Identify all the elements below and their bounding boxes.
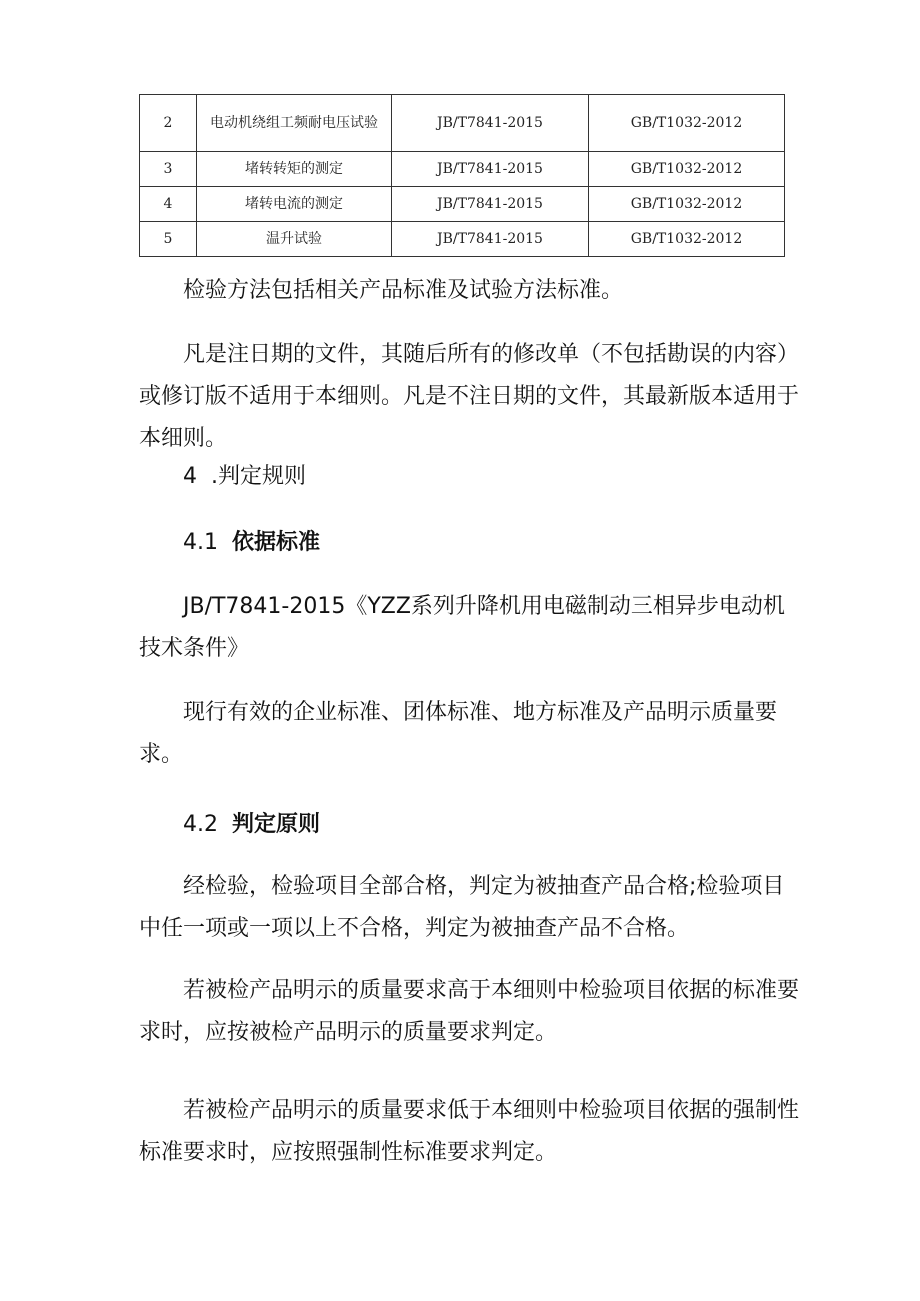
- table-row: [140, 152, 785, 187]
- section-title: .判定规则: [211, 464, 306, 489]
- paragraph-judgement-principle: 经检验，检验项目全部合格，判定为被抽查产品合格;检验项目中任一项或一项以上不合格，判定为被抽查产品不合格。: [139, 874, 785, 941]
- item-number: 4: [140, 187, 197, 222]
- item-name: 堵转电流的测定: [197, 187, 392, 222]
- section-title: 判定原则: [232, 812, 321, 837]
- section-number: 4.1: [183, 530, 218, 555]
- reference-standard: GB/T1032-2012: [589, 152, 785, 187]
- paragraph-dated-references: 凡是注日期的文件，其随后所有的修改单（不包括勘误的内容）或修订版不适用于本细则。凡是不注日期的文件，其最新版本适用于本细则。: [139, 342, 800, 451]
- item-number: 3: [140, 152, 197, 187]
- reference-standard: GB/T1032-2012: [589, 187, 785, 222]
- test-method: JB/T7841-2015: [392, 95, 589, 152]
- inspection-items-table: [139, 94, 785, 257]
- paragraph-lower-requirements: 若被检产品明示的质量要求低于本细则中检验项目依据的强制性标准要求时，应按照强制性标准要求判定。: [139, 1098, 800, 1165]
- section-title: 依据标准: [232, 530, 321, 555]
- reference-standard: GB/T1032-2012: [589, 95, 785, 152]
- paragraph-other-standards: 现行有效的企业标准、团体标准、地方标准及产品明示质量要求。: [139, 700, 778, 767]
- item-number: 5: [140, 222, 197, 257]
- table-row: [140, 95, 785, 152]
- test-method: JB/T7841-2015: [392, 152, 589, 187]
- section-number: 4.2: [183, 812, 218, 837]
- item-name: 温升试验: [197, 222, 392, 257]
- section-4-2-heading: [183, 804, 320, 846]
- test-method: JB/T7841-2015: [392, 187, 589, 222]
- table-row: [140, 222, 785, 257]
- item-name: 堵转转矩的测定: [197, 152, 392, 187]
- item-name: 电动机绕组工频耐电压试验: [197, 95, 392, 152]
- item-number: 2: [140, 95, 197, 152]
- reference-standard: GB/T1032-2012: [589, 222, 785, 257]
- section-4-1-heading: [183, 522, 320, 564]
- paragraph-test-methods: 检验方法包括相关产品标准及试验方法标准。: [183, 278, 624, 303]
- test-method: JB/T7841-2015: [392, 222, 589, 257]
- section-4-heading: [183, 456, 306, 498]
- table-row: [140, 187, 785, 222]
- paragraph-basis-standard: JB/T7841-2015《YZZ系列升降机用电磁制动三相异步电动机技术条件》: [139, 594, 785, 661]
- paragraph-higher-requirements: 若被检产品明示的质量要求高于本细则中检验项目依据的标准要求时，应按被检产品明示的质量要求判定。: [139, 978, 800, 1045]
- section-number: 4: [183, 464, 197, 489]
